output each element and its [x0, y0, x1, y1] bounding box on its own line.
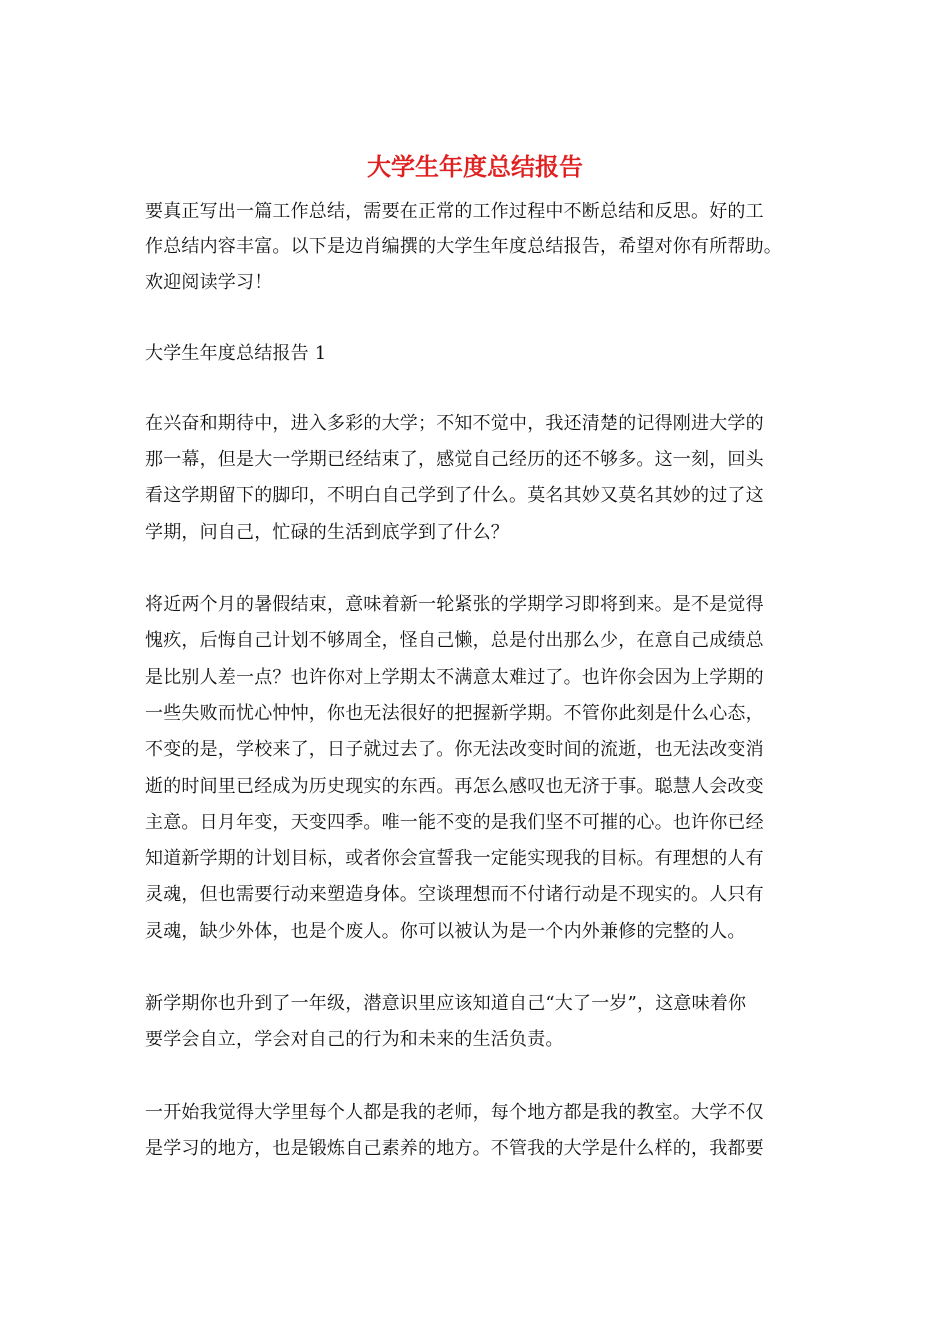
intro-line-3: 欢迎阅读学习！	[145, 272, 273, 293]
paragraph-2-line-7: 主意。日月年变，天变四季。唯一能不变的是我们坚不可摧的心。也许你已经	[145, 812, 764, 833]
intro-line-1: 要真正写出一篇工作总结，需要在正常的工作过程中不断总结和反思。好的工	[145, 201, 764, 222]
paragraph-1-line-3: 看这学期留下的脚印，不明白自己学到了什么。莫名其妙又莫名其妙的过了这	[145, 485, 764, 506]
paragraph-2-line-3: 是比别人差一点？也许你对上学期太不满意太难过了。也许你会因为上学期的	[145, 667, 764, 688]
paragraph-3-line-2: 要学会自立，学会对自己的行为和未来的生活负责。	[145, 1029, 564, 1050]
intro-line-2: 作总结内容丰富。以下是边肖编撰的大学生年度总结报告，希望对你有所帮助。	[145, 236, 782, 257]
paragraph-1-line-4: 学期，问自己，忙碌的生活到底学到了什么？	[145, 522, 509, 543]
paragraph-2-line-9: 灵魂，但也需要行动来塑造身体。空谈理想而不付诸行动是不现实的。人只有	[145, 884, 764, 905]
paragraph-4-line-1: 一开始我觉得大学里每个人都是我的老师，每个地方都是我的教室。大学不仅	[145, 1102, 764, 1123]
paragraph-2-line-5: 不变的是，学校来了，日子就过去了。你无法改变时间的流逝，也无法改变消	[145, 739, 764, 760]
paragraph-2-line-4: 一些失败而忧心忡忡，你也无法很好的把握新学期。不管你此刻是什么心态，	[145, 703, 764, 724]
paragraph-2-line-8: 知道新学期的计划目标，或者你会宣誓我一定能实现我的目标。有理想的人有	[145, 848, 764, 869]
paragraph-2-line-6: 逝的时间里已经成为历史现实的东西。再怎么感叹也无济于事。聪慧人会改变	[145, 776, 764, 797]
paragraph-4-line-2: 是学习的地方，也是锻炼自己素养的地方。不管我的大学是什么样的，我都要	[145, 1138, 764, 1159]
paragraph-1-line-2: 那一幕，但是大一学期已经结束了，感觉自己经历的还不够多。这一刻，回头	[145, 449, 764, 470]
paragraph-2-line-10: 灵魂，缺少外体，也是个废人。你可以被认为是一个内外兼修的完整的人。	[145, 921, 746, 942]
paragraph-3-line-1: 新学期你也升到了一年级，潜意识里应该知道自己“大了一岁”，这意味着你	[145, 993, 747, 1014]
section-heading: 大学生年度总结报告 1	[145, 343, 327, 364]
paragraph-2-line-2: 愧疚，后悔自己计划不够周全，怪自己懒，总是付出那么少，在意自己成绩总	[145, 630, 764, 651]
document-title: 大学生年度总结报告	[367, 152, 583, 181]
paragraph-2-line-1: 将近两个月的暑假结束，意味着新一轮紧张的学期学习即将到来。是不是觉得	[145, 594, 764, 615]
paragraph-1-line-1: 在兴奋和期待中，进入多彩的大学；不知不觉中，我还清楚的记得刚进大学的	[145, 413, 764, 434]
